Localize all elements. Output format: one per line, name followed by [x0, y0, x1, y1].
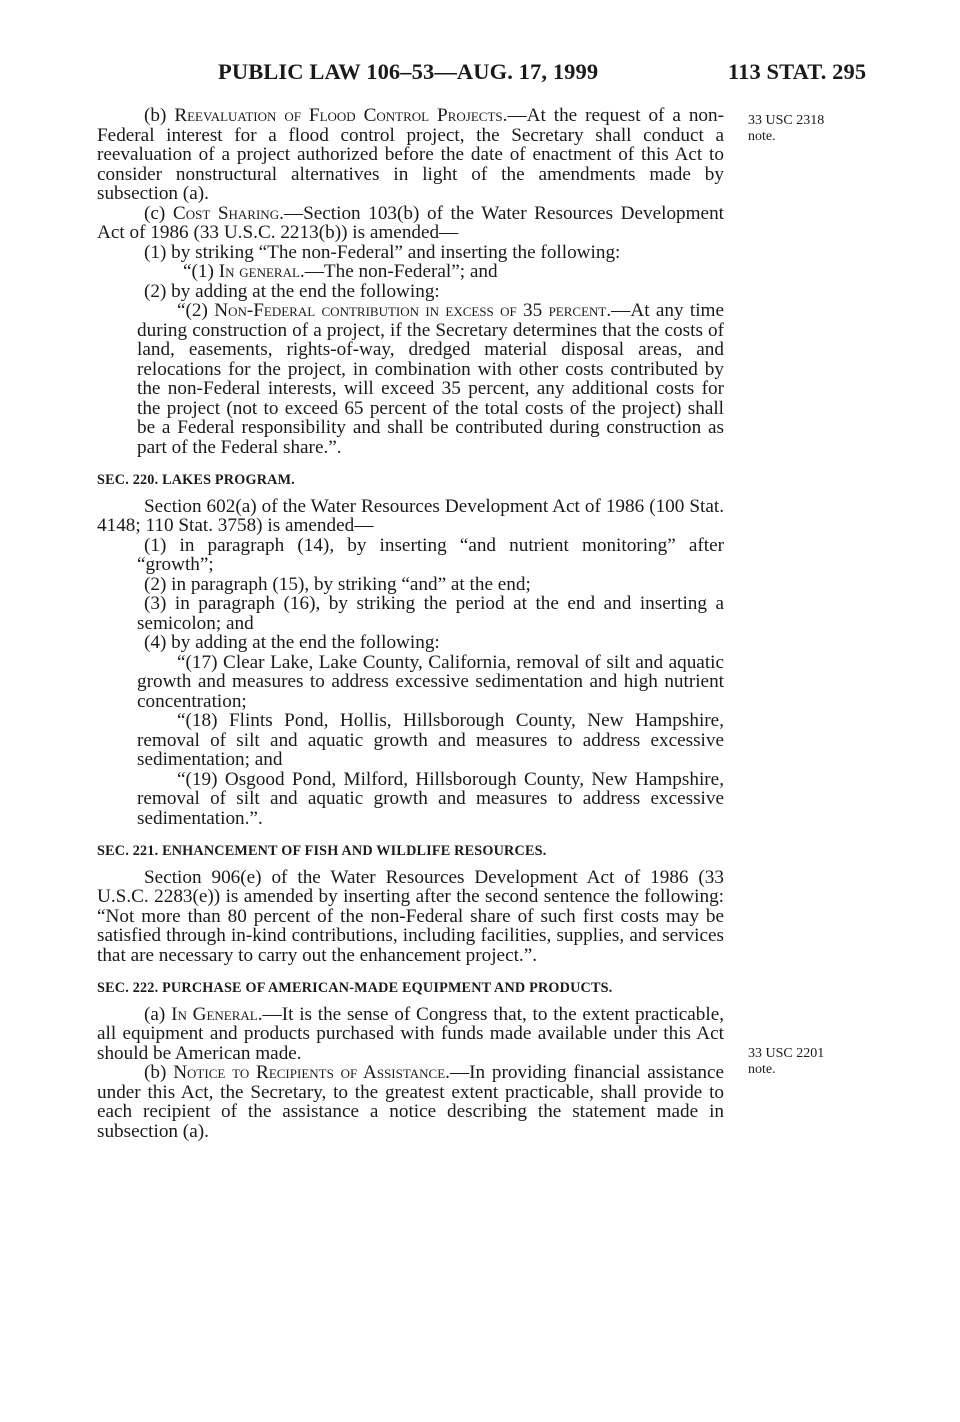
paragraph-c1: (1) by striking “The non-Federal” and inserting the following: — [144, 241, 621, 263]
section-220-quote-17: “(17) Clear Lake, Lake County, California, removal of silt and aquatic growth and measures to address excessive sedimentation and high nutrient concentration; — [137, 651, 724, 712]
subsection-heading: In General. — [171, 1003, 263, 1025]
subsection-heading: Reevaluation of Flood Control Projects. — [174, 105, 508, 126]
margin-note-citation: 33 USC 2318 — [748, 113, 825, 128]
subsection-number: (a) — [144, 1003, 172, 1025]
subsection-text: —At the request of a non-Federal interest for a flood control project, the Secretary shall conduct a reevaluation of a project authorized before the date of enactment of this Act to consider nonstructural alternatives in light of the amendments made by subsection (a). — [97, 105, 724, 204]
quote-number: “(2) — [177, 300, 215, 321]
section-220-item-4: (4) by adding at the end the following: — [144, 632, 440, 653]
margin-note-suffix: note. — [748, 129, 776, 144]
subsection-heading: Notice to Recipients of Assistance. — [173, 1062, 450, 1083]
section-220-quote-19: “(19) Osgood Pond, Milford, Hillsborough County, New Hampshire, removal of silt and aquatic growth and measures to address excessive sedimentation.”. — [137, 768, 724, 829]
margin-note-1 — [748, 113, 824, 145]
section-220-item-3: (3) in paragraph (16), by striking the period at the end and inserting a semicolon; and — [137, 593, 724, 634]
section-220-quote-18: “(18) Flints Pond, Hollis, Hillsborough County, New Hampshire, removal of silt and aquatic growth and measures to address excessive sedimentation; and — [137, 710, 724, 770]
margin-note-2 — [748, 1046, 824, 1078]
section-220-item-2: (2) in paragraph (15), by striking “and” at the end; — [144, 573, 531, 595]
subsection-text: —Section 103(b) of the Water Resources Development Act of 1986 (33 U.S.C. 2213(b)) is amended— — [97, 202, 724, 243]
section-220-item-1: (1) in paragraph (14), by inserting “and nutrient monitoring” after “growth”; — [137, 534, 724, 575]
section-221-text: Section 906(e) of the Water Resources Development Act of 1986 (33 U.S.C. 2283(e)) is amended by inserting after the second sentence the following: “Not more than 80 percent of the non-Federal share of such first costs may be satisfied through in-kind contributions, including facilities, supplies, and services that are necessary to carry out the enhancement project.”. — [97, 866, 724, 966]
subsection-text: —In providing financial assistance under this Act, the Secretary, to the greatest extent practicable, shall provide to each recipient of the assistance a notice describing the statement made in subsection (a). — [97, 1062, 724, 1142]
running-header-page: 113 STAT. 295 — [728, 59, 867, 84]
quoted-paragraph-c2 — [97, 301, 724, 457]
subsection-c-cost-sharing — [97, 204, 724, 243]
quote-text: —At any time during construction of a project, if the Secretary determines that the costs of land, easements, rights-of-way, dredged material disposal areas, and relocations for the project, in combination with other costs contributed by the non-Federal interests, will exceed 35 percent, any additional costs for the project (not to exceed 65 percent of the total costs of the project) shall be a Federal responsibility and shall be contributed during construction as part of the Federal share.”. — [137, 300, 724, 458]
margin-note-citation: 33 USC 2201 — [748, 1046, 825, 1061]
running-header-title: PUBLIC LAW 106–53—AUG. 17, 1999 — [218, 59, 599, 84]
section-222-heading: SEC. 222. PURCHASE OF AMERICAN-MADE EQUIPMENT AND PRODUCTS. — [97, 980, 613, 996]
subsection-number: (b) — [144, 105, 175, 126]
section-221-heading: SEC. 221. ENHANCEMENT OF FISH AND WILDLIFE RESOURCES. — [97, 843, 547, 859]
main-text-column — [97, 106, 724, 1141]
quote-heading: In general. — [218, 261, 305, 282]
section-222-subsection-a — [97, 1005, 724, 1064]
subsection-b-reevaluation — [97, 106, 724, 204]
section-220-intro: Section 602(a) of the Water Resources Development Act of 1986 (100 Stat. 4148; 110 Stat. 3758) is amended— — [97, 495, 724, 536]
subsection-number: (c) — [144, 202, 173, 224]
quote-number: “(1) — [183, 261, 219, 282]
subsection-number: (b) — [144, 1062, 174, 1083]
paragraph-c2: (2) by adding at the end the following: — [144, 280, 440, 302]
section-222-subsection-b — [97, 1063, 724, 1141]
quote-heading: Non-Federal contribution in excess of 35 percent. — [214, 300, 612, 321]
quoted-paragraph-c1 — [97, 262, 724, 282]
section-220-heading: SEC. 220. LAKES PROGRAM. — [97, 472, 295, 488]
quote-text: —The non-Federal”; and — [304, 261, 498, 282]
subsection-text: —It is the sense of Congress that, to the extent practicable, all equipment and products purchased with funds made available under this Act should be American made. — [97, 1003, 725, 1064]
margin-note-suffix: note. — [748, 1062, 776, 1077]
subsection-heading: Cost Sharing. — [172, 202, 284, 224]
